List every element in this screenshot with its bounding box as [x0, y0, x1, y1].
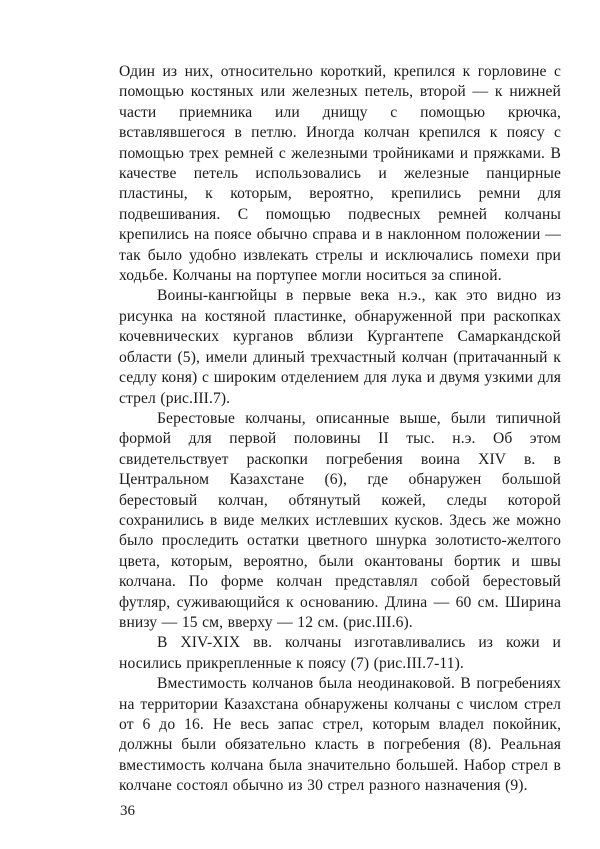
paragraph-2: Воины-кангюйцы в первые века н.э., как это видно из рисунка на костяной пластинке, обнаруженной при раскопках кочевнических курганов вблизи Кургантепе Самаркандской области (5), имели длиный трехчастный колчан (притачанный к седлу коня) с широким отделением для лука и двумя узкими для стрел (рис.III.7).	[119, 287, 561, 407]
paragraph-3: Берестовые колчаны, описанные выше, были типичной формой для первой половины II тыс. н.э. Об этом свидетельствует раскопки погребения воина XIV в. в Центральном Казахстане (6), где обнаружен большой берестовый колчан, обтянутый кожей, следы которой сохранились в виде мелких истлевших кусков. Здесь же можно было проследить остатки цветного шнурка золотисто-желтого цвета, которым, вероятно, были окантованы бортик и швы колчана. По форме колчан представлял собой берестовый футляр, суживающийся к основанию. Длина — 60 см. Ширина внизу — 15 см, вверху — 12 см. (рис.III.6).	[119, 409, 561, 631]
paragraph-4: В XIV-XIX вв. колчаны изготавливались из кожи и носились прикрепленные к поясу (7) (рис.III.7-11).	[119, 634, 561, 672]
paragraph-1: Один из них, относительно короткий, крепился к горловине с помощью костяных или железных петель, второй — к нижней части приемника или днищу с помощью крючка, вставлявшегося в петлю. Иногда колчан крепился к поясу с помощью трех ремней с железными тройниками и пряжками. В качестве петель использовались и железные панцирные пластины, к которым, вероятно, крепились ремни для подвешивания. С помощью подвесных ремней колчаны крепились на поясе обычно справа и в наклонном положении — так было удобно извлекать стрелы и исключались помехи при ходьбе. Колчаны на портупее могли носиться за спиной.	[119, 63, 561, 285]
page-text-body	[119, 62, 561, 797]
page-number: 36	[120, 803, 135, 819]
paragraph-5: Вместимость колчанов была неодинаковой. В погребениях на территории Казахстана обнаружены колчаны с числом стрел от 6 до 16. Не весь запас стрел, которым владел покойник, должны были обязательно класть в погребения (8). Реальная вместимость колчана была значительно большей. Набор стрел в колчане состоял обычно из 30 стрел разного назначения (9).	[119, 675, 561, 795]
